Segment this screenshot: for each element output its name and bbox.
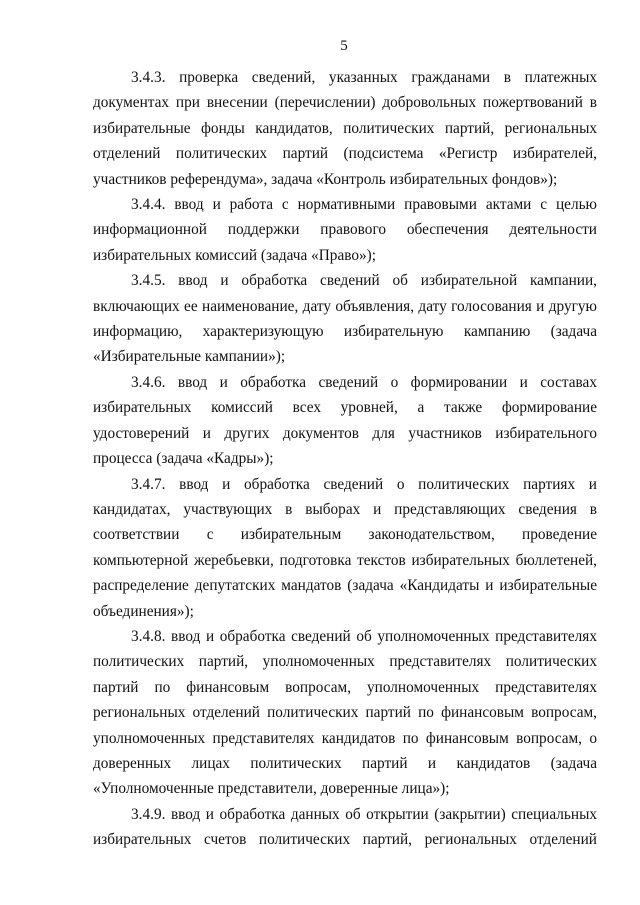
paragraph-3-4-3: 3.4.3. проверка сведений, указанных гражданами в платежных документах при внесении (перечислении) добровольных пожертвований в избирательные фонды кандидатов, политических партий, региональных отделений политических партий (подсистема «Регистр избирателей, участников референдума», задача «Контроль избирательных фондов»);: [93, 69, 597, 188]
paragraph-3-4-7: 3.4.7. ввод и обработка сведений о политических партиях и кандидатах, участвующих в выборах и представляющих сведения в соответствии с избирательным законодательством, проведение компьютерной жеребьевки, подготовка текстов избирательных бюллетеней, распределение депутатских мандатов (задача «Кандидаты и избирательные объединения»);: [93, 475, 597, 620]
paragraph-3-4-5: 3.4.5. ввод и обработка сведений об избирательной кампании, включающих ее наименование, дату объявления, дату голосования и другую информацию, характеризующую избирательную кампанию (задача «Избирательные кампании»);: [93, 272, 597, 366]
paragraph-3-4-6: 3.4.6. ввод и обработка сведений о формировании и составах избирательных комиссий всех уровней, а также формирование удостоверений и других документов для участников избирательного процесса (задача «Кадры»);: [93, 373, 597, 468]
paragraph-3-4-9: 3.4.9. ввод и обработка данных об открытии (закрытии) специальных избирательных счетов политических партий, региональных отделений: [93, 805, 597, 849]
document-body: [93, 65, 597, 853]
paragraph-3-4-8: 3.4.8. ввод и обработка сведений об уполномоченных представителях политических партий, уполномоченных представителях политических партий по финансовым вопросам, уполномоченных представителях региональных отделений политических партий по финансовым вопросам, уполномоченных представителях кандидатов по финансовым вопросам, о доверенных лицах политических партий и кандидатов (задача «Уполномоченные представители, доверенные лица»);: [93, 627, 597, 798]
paragraph-3-4-4: 3.4.4. ввод и работа с нормативными правовыми актами с целью информационной поддержки правового обеспечения деятельности избирательных комиссий (задача «Право»);: [93, 196, 597, 264]
page-number: 5: [340, 38, 348, 54]
